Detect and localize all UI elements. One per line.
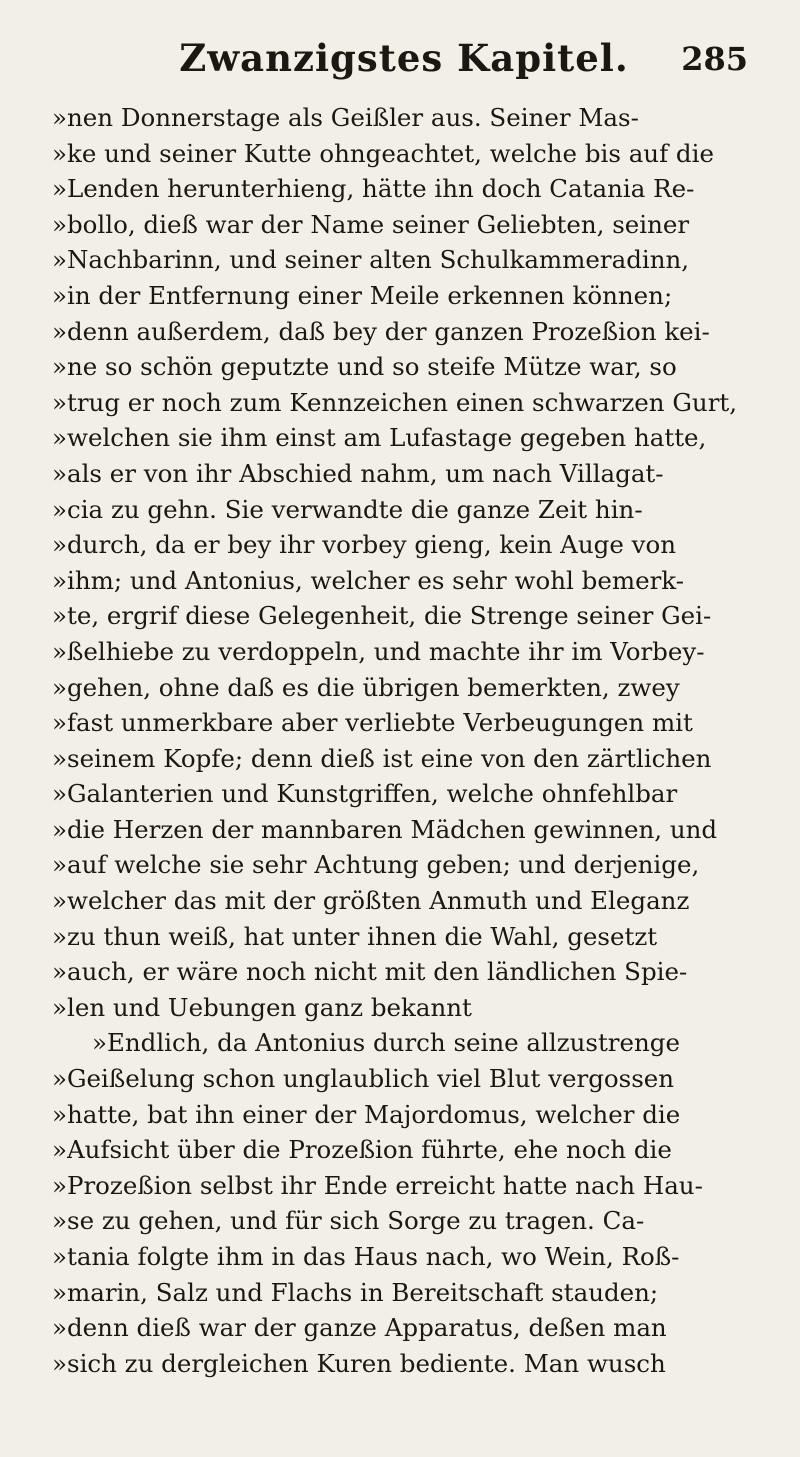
running-head: Zwanzigstes Kapitel.: [179, 36, 629, 80]
text-line: »len und Uebungen ganz bekannt: [52, 992, 472, 1022]
text-line: »bollo, dieß war der Name seiner Geliebten, seiner: [52, 209, 690, 239]
text-line: »hatte, bat ihn einer der Majordomus, welcher die: [52, 1099, 681, 1129]
text-line: »auch, er wäre noch nicht mit den ländlichen Spie-: [52, 957, 688, 987]
text-line: »fast unmerkbare aber verliebte Verbeugungen mit: [52, 708, 693, 738]
text-line: »ihm; und Antonius, welcher es sehr wohl bemerk-: [52, 565, 684, 595]
text-line: »zu thun weiß, hat unter ihnen die Wahl, gesetzt: [52, 921, 658, 951]
text-line: »denn dieß war der ganze Apparatus, deßen man: [52, 1313, 667, 1343]
text-line: »durch, da er bey ihr vorbey gieng, kein Auge von: [52, 530, 676, 560]
text-line: »welcher das mit der größten Anmuth und Eleganz: [52, 886, 690, 916]
body-text: [52, 100, 756, 1381]
text-line: »Prozeßion selbst ihr Ende erreicht hatte nach Hau-: [52, 1170, 703, 1200]
text-line: »ke und seiner Kutte ohngeachtet, welche bis auf die: [52, 138, 714, 168]
text-line: »seinem Kopfe; denn dieß ist eine von den zärtlichen: [52, 743, 712, 773]
text-line: »Galanterien und Kunstgriffen, welche ohnfehlbar: [52, 779, 678, 809]
page-header: [52, 36, 756, 94]
text-line: »denn außerdem, daß bey der ganzen Prozeßion kei-: [52, 316, 710, 346]
text-line: »ßelhiebe zu verdoppeln, und machte ihr im Vorbey-: [52, 636, 705, 666]
text-line: »sich zu dergleichen Kuren bediente. Man wusch: [52, 1348, 666, 1378]
text-line: »Lenden herunterhieng, hätte ihn doch Catania Re-: [52, 174, 695, 204]
text-line: »in der Entfernung einer Meile erkennen können;: [52, 280, 673, 310]
text-line: »se zu gehen, und für sich Sorge zu tragen. Ca-: [52, 1206, 645, 1236]
text-line: »Geißelung schon unglaublich viel Blut vergossen: [52, 1064, 675, 1094]
text-line: »auf welche sie sehr Achtung geben; und derjenige,: [52, 850, 700, 880]
text-line: »die Herzen der mannbaren Mädchen gewinnen, und: [52, 814, 718, 844]
text-line: »trug er noch zum Kennzeichen einen schwarzen Gurt,: [52, 387, 738, 417]
text-line: »Aufsicht über die Prozeßion führte, ehe noch die: [52, 1135, 672, 1165]
paragraph-start-line: »Endlich, da Antonius durch seine allzustrenge: [92, 1028, 680, 1058]
page-number: 285: [681, 40, 748, 78]
text-line: »te, ergrif diese Gelegenheit, die Strenge seiner Gei-: [52, 601, 712, 631]
text-line: »nen Donnerstage als Geißler aus. Seiner Mas-: [52, 103, 639, 132]
text-line: »Nachbarinn, und seiner alten Schulkammeradinn,: [52, 245, 690, 275]
text-line: »als er von ihr Abschied nahm, um nach Villagat-: [52, 458, 664, 488]
text-line: »welchen sie ihm einst am Lufastage gegeben hatte,: [52, 423, 707, 453]
text-line: »cia zu gehn. Sie verwandte die ganze Zeit hin-: [52, 494, 643, 524]
text-line: »tania folgte ihm in das Haus nach, wo Wein, Roß-: [52, 1242, 680, 1271]
text-line: »marin, Salz und Flachs in Bereitschaft stauden;: [52, 1277, 659, 1307]
text-line: »gehen, ohne daß es die übrigen bemerkten, zwey: [52, 672, 680, 702]
text-line: »ne so schön geputzte und so steife Mütze war, so: [52, 352, 677, 382]
